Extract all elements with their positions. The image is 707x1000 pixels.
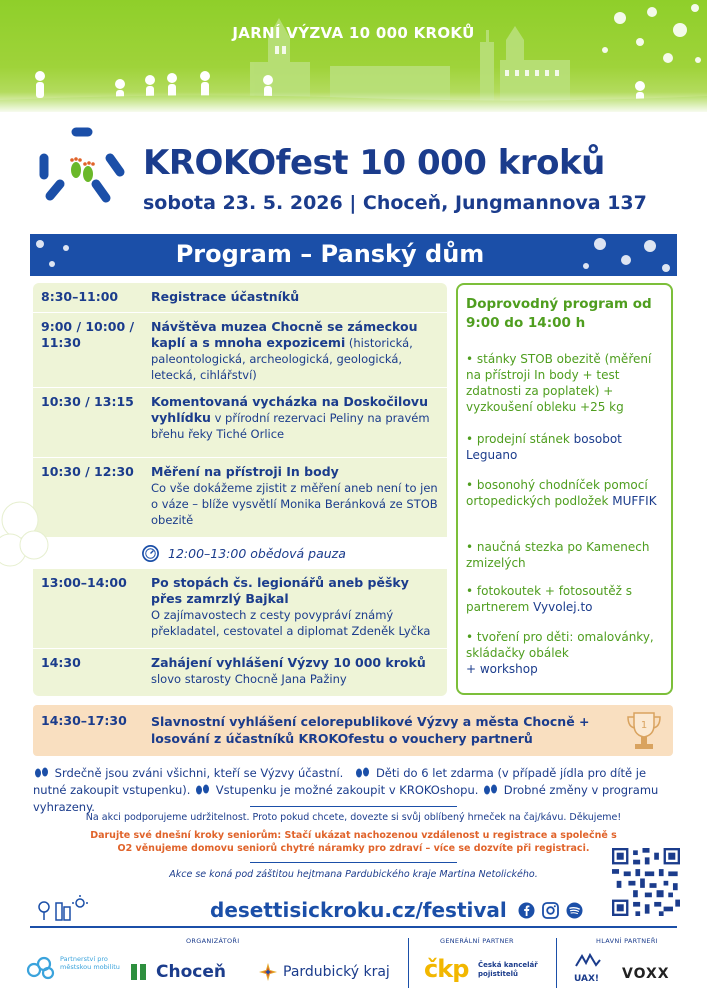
row-title: Měření na přístroji In body — [151, 464, 339, 479]
chocen-logo-icon — [130, 963, 148, 981]
note-invite: Srdečně jsou zváni všichni, kteří se Výzvy účastní. — [54, 766, 344, 780]
row-desc: O zajímavostech z cesty povypráví známý překladatel, cestovatel a diplomat Zdeněk Lyčka — [151, 608, 431, 638]
footer-divider — [30, 926, 677, 928]
note-changes: Drobné změny v programu vyhrazeny. — [33, 783, 659, 814]
row-time: 13:00–14:00 — [41, 575, 127, 590]
side-item-highlight: bosobot — [573, 432, 622, 446]
side-item-text: • bosonohý chodníček pomocí ortopedických podložek — [466, 478, 648, 508]
seniors-note: Darujte své dnešní kroky seniorům: Stačí ukázat nachozenou vzdálenost u registrace a společně s O2 věnujeme domovu seniorů chytré náramky pro zdraví – více se dozvíte při registraci. — [90, 830, 617, 854]
patronage-note: Akce se koná pod záštitou hejtmana Pardubického kraje Martina Netolického. — [169, 869, 538, 880]
side-item-highlight: MUFFIK — [612, 494, 657, 508]
pardubicky-kraj-logo-icon — [258, 962, 278, 982]
side-item-text: • naučná stezka po Kamenech zmizelých — [466, 540, 650, 570]
side-item-text: • stánky STOB obezitě (měření na přístroji In body + test zdatnosti za poplatek) + vyzkoušení obleku +25 kg — [466, 352, 652, 414]
schedule-row — [33, 649, 447, 696]
schedule-row — [33, 569, 447, 649]
row-body — [151, 289, 441, 305]
final-text: Slavnostní vyhlášení celorepublikové Výzvy a města Chocně + losování z účastníků KROKOfestu o vouchery partnerů — [151, 714, 590, 746]
krokofest-logo — [30, 120, 130, 220]
row-body — [151, 655, 441, 687]
row-title: Zahájení vyhlášení Výzvy 10 000 kroků — [151, 655, 426, 670]
side-item-text: • prodejní stánek — [466, 432, 574, 446]
spotify-icon[interactable] — [566, 902, 583, 919]
row-desc: v přírodní rezervaci Peliny na pravém břehu řeky Tiché Orlice — [151, 411, 430, 441]
schedule-table — [33, 283, 447, 696]
qr-code[interactable] — [612, 848, 680, 916]
sustainability-note: Na akci podporujeme udržitelnost. Proto pokud chcete, dovezte si svůj oblíbený hrneček na čaj/kávu. Děkujeme! — [85, 812, 622, 823]
side-item — [466, 351, 670, 415]
side-item — [466, 477, 670, 509]
row-desc: slovo starosty Chocně Jana Pažiny — [151, 672, 347, 686]
clock-icon — [141, 544, 160, 563]
row-time: 8:30–11:00 — [41, 289, 119, 304]
final-announcement — [33, 705, 673, 756]
footprints-icon — [194, 784, 212, 795]
instagram-icon[interactable] — [542, 902, 559, 919]
row-body — [151, 394, 441, 442]
row-title: Po stopách čs. legionářů aneb pěšky přes zamrzlý Bajkal — [151, 575, 409, 606]
side-item — [466, 629, 670, 677]
note-children: Děti do 6 let zdarma (v případě jídla pro dítě je nutné zakoupit vstupenku). — [33, 766, 647, 797]
event-title: KROKOfest 10 000 kroků — [143, 143, 605, 183]
side-item-highlight: omalovánky, skládačky obálek — [466, 630, 654, 660]
row-body — [151, 319, 441, 383]
side-item — [466, 583, 670, 615]
voxx-logo-text: VOXX — [622, 966, 670, 982]
schedule-row — [33, 458, 447, 538]
row-title: Komentovaná vycházka na Doskočilovu vyhlídku — [151, 394, 428, 425]
side-item — [466, 431, 670, 463]
footprints-icon — [33, 767, 51, 778]
side-title: Doprovodný program od 9:00 do 14:00 h — [466, 296, 652, 331]
ckp-logo-subtext: Česká kancelář pojistitelů — [478, 961, 538, 978]
general-partner-label: GENERÁLNÍ PARTNER — [440, 937, 514, 945]
pardubicky-kraj-logo-text: Pardubický kraj — [283, 964, 390, 980]
row-time: 9:00 / 10:00 / 11:30 — [41, 319, 135, 350]
row-time: 14:30 — [41, 655, 81, 670]
row-title: Návštěva muzea Chocně se zámeckou kaplí a s mnoha expozicemi — [151, 319, 418, 350]
ckp-logo-text: čkp — [424, 955, 469, 983]
lunch-text: 12:00–13:00 obědová pauza — [168, 546, 346, 561]
notes-block — [33, 765, 675, 816]
city-tree-icon — [36, 893, 91, 923]
partnerstvi-logo-icon — [26, 954, 56, 980]
side-item-text: • fotokoutek + fotosoutěž s partnerem — [466, 584, 632, 614]
schedule-row — [33, 388, 447, 458]
organizers-label: ORGANIZÁTOŘI — [186, 937, 240, 945]
row-time: 10:30 / 12:30 — [41, 464, 134, 479]
row-desc: Co vše dokážeme zjistit z měření aneb není to jen o váze – blíže vysvětlí Monika Beránková ze STOB obezitě — [151, 481, 438, 527]
side-item-text: • tvoření pro děti: — [466, 630, 578, 644]
uax-logo-text: UAX! — [574, 974, 600, 984]
hero-fade — [0, 92, 707, 112]
program-band — [30, 234, 677, 276]
schedule-row — [33, 313, 447, 388]
partnerstvi-logo-text: Partnerství pro městskou mobilitu — [60, 955, 120, 971]
event-date-location: sobota 23. 5. 2026 | Choceň, Jungmannova 137 — [143, 192, 647, 214]
divider — [250, 862, 457, 863]
hero-banner — [0, 0, 707, 112]
divider — [250, 806, 457, 807]
side-item-highlight: Leguano — [466, 448, 518, 462]
schedule-row — [33, 283, 447, 313]
flower-decoration-left — [0, 490, 60, 610]
side-program-box — [456, 283, 673, 695]
svg-text:1: 1 — [640, 720, 648, 731]
side-item-highlight: + workshop — [466, 662, 538, 676]
challenge-title: JARNÍ VÝZVA 10 000 KROKŮ — [232, 24, 475, 42]
main-partners-label: HLAVNÍ PARTNEŘI — [596, 937, 658, 945]
row-time: 10:30 / 13:15 — [41, 394, 134, 409]
program-title: Program – Panský dům — [175, 240, 485, 268]
footprints-icon — [482, 784, 500, 795]
side-item — [466, 539, 670, 571]
footer-separator — [408, 938, 409, 988]
facebook-icon[interactable] — [518, 902, 535, 919]
festival-website-link[interactable]: desettisickroku.cz/festival — [210, 898, 507, 922]
chocen-logo-text: Choceň — [156, 962, 226, 982]
row-title: Registrace účastníků — [151, 289, 300, 304]
lunch-break — [33, 538, 447, 569]
row-desc: (historická, paleontologická, archeologická, geologická, letecká, cihlářství) — [151, 336, 413, 382]
note-tickets: Vstupenku je možné zakoupit v KROKOshopu. — [215, 783, 479, 797]
trophy-icon — [625, 709, 663, 753]
final-time: 14:30–17:30 — [41, 713, 127, 728]
footprints-icon — [354, 767, 372, 778]
row-body — [151, 464, 441, 528]
side-item-highlight: Vyvolej.to — [533, 600, 593, 614]
uax-logo-icon — [574, 952, 602, 974]
footer-separator — [556, 938, 557, 988]
row-body — [151, 575, 441, 639]
